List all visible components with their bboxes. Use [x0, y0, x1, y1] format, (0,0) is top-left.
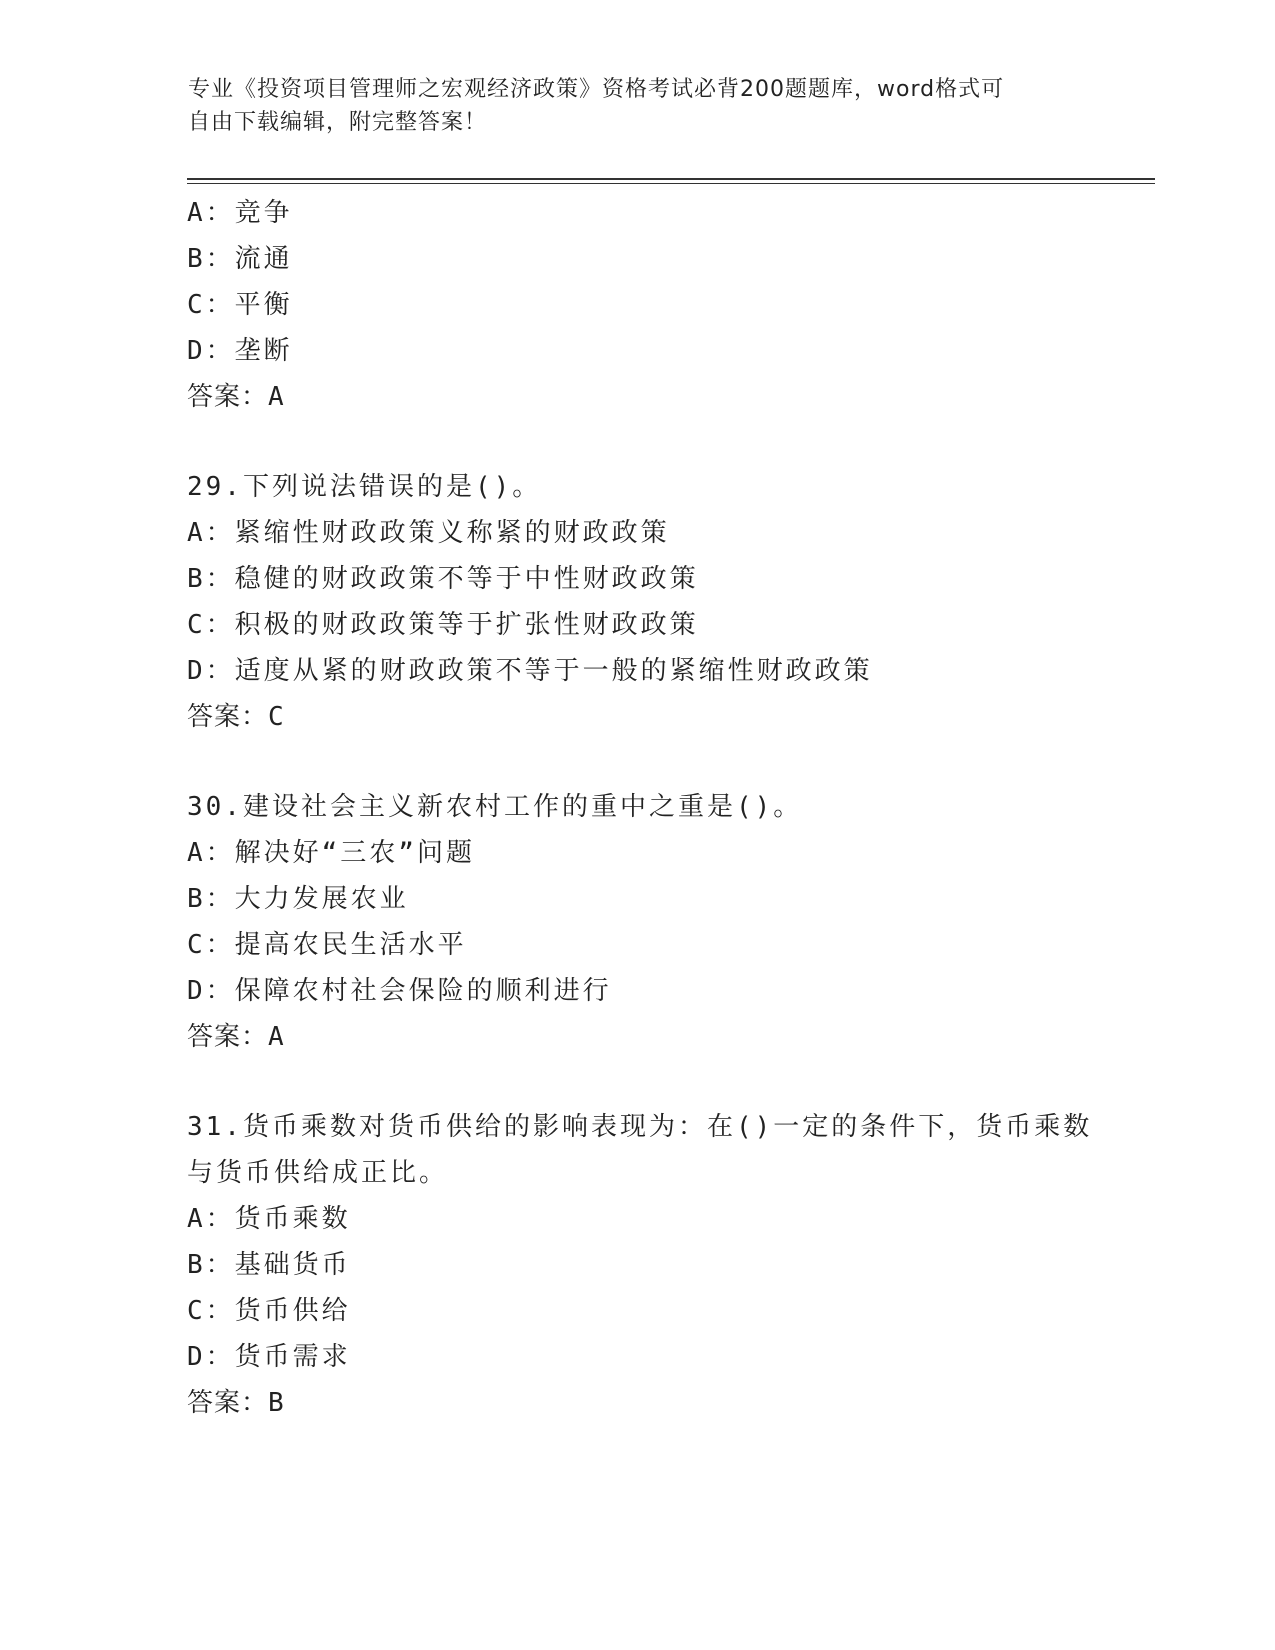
option-b: B：流通	[187, 244, 293, 274]
option-a: A：紧缩性财政政策义称紧的财政政策	[187, 518, 670, 548]
document-header	[188, 73, 1088, 139]
answer-value: A	[268, 1022, 285, 1052]
question-block-continued	[187, 190, 1087, 420]
answer-value: B	[268, 1388, 285, 1418]
answer-line	[187, 1014, 1087, 1060]
header-divider-thick	[187, 178, 1155, 180]
answer-value: C	[268, 702, 285, 732]
option-a: A：竞争	[187, 198, 293, 228]
question-stem-line-2: 与货币供给成正比。	[187, 1158, 449, 1188]
header-line-1: 专业《投资项目管理师之宏观经济政策》资格考试必背200题题库，word格式可	[188, 77, 1005, 102]
answer-label: 答案：	[187, 1388, 269, 1418]
option-b: B：稳健的财政政策不等于中性财政政策	[187, 564, 699, 594]
option-a: A：货币乘数	[187, 1204, 351, 1234]
answer-label: 答案：	[187, 1022, 269, 1052]
question-block-31	[187, 1104, 1093, 1426]
question-stem-line-1: 31.货币乘数对货币供给的影响表现为：在()一定的条件下，货币乘数	[187, 1112, 1093, 1142]
option-c: C：货币供给	[187, 1296, 351, 1326]
option-c: C：积极的财政政策等于扩张性财政政策	[187, 610, 699, 640]
option-c: C：平衡	[187, 290, 293, 320]
question-stem: 29.下列说法错误的是()。	[187, 472, 542, 502]
question-block-30	[187, 784, 1087, 1060]
option-d: D：适度从紧的财政政策不等于一般的紧缩性财政政策	[187, 656, 873, 686]
header-line-2: 自由下载编辑，附完整答案！	[188, 110, 488, 135]
question-list	[187, 190, 1093, 1426]
option-b: B：基础货币	[187, 1250, 351, 1280]
option-d: D：保障农村社会保险的顺利进行	[187, 976, 612, 1006]
option-d: D：货币需求	[187, 1342, 351, 1372]
answer-line	[187, 694, 1087, 740]
header-divider-thin	[187, 183, 1155, 184]
option-b: B：大力发展农业	[187, 884, 409, 914]
answer-line	[187, 1380, 1087, 1426]
option-a: A：解决好“三农”问题	[187, 838, 475, 868]
answer-value: A	[268, 382, 285, 412]
answer-label: 答案：	[187, 702, 269, 732]
answer-label: 答案：	[187, 382, 269, 412]
question-block-29	[187, 464, 1087, 740]
answer-line	[187, 374, 1087, 420]
option-c: C：提高农民生活水平	[187, 930, 467, 960]
question-stem: 30.建设社会主义新农村工作的重中之重是()。	[187, 792, 803, 822]
option-d: D：垄断	[187, 336, 293, 366]
